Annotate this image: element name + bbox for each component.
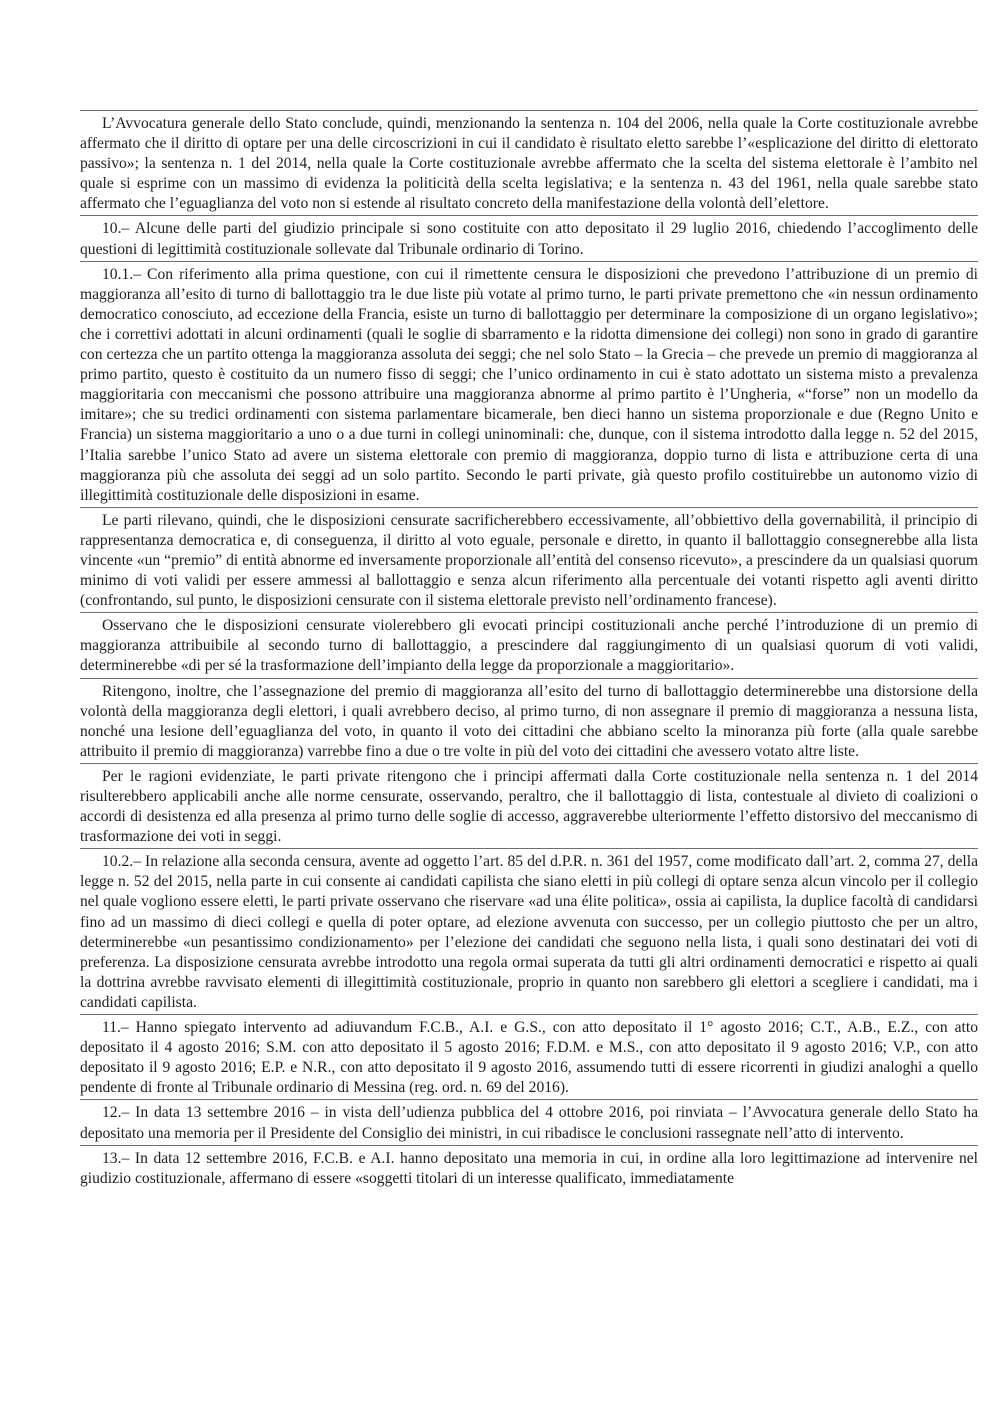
paragraph-13: 13.– In data 12 settembre 2016, F.C.B. e A.I. hanno depositato una memoria in cui, in ordine alla loro legittimazione ad intervenire nel giudizio costituzionale, affermano di essere «soggetti titolari di un interesse qualificato, immediatamente	[80, 1145, 978, 1189]
paragraph-parti-rilevano: Le parti rilevano, quindi, che le disposizioni censurate sacrificherebbero eccessivamente, all’obbiettivo della governabilità, il principio di rappresentanza democratica e, di conseguenza, il diritto al voto eguale, personale e diretto, in quanto il ballottaggio consegnerebbe alla lista vincente «un “premio” di entità abnorme ed inversamente proporzionale all’entità del consenso ricevuto», a prescindere da un qualsiasi quorum minimo di voti validi per essere ammessi al ballottaggio e senza alcun riferimento alla percentuale dei votanti rispetto agli aventi diritto (confrontando, sul punto, le disposizioni censurate con il sistema elettorale previsto nell’ordinamento francese).	[80, 507, 978, 611]
paragraph-osservano: Osservano che le disposizioni censurate violerebbero gli evocati principi costituzionali anche perché l’introduzione di un premio di maggioranza attribuibile al secondo turno di ballottaggio, a prescindere dal raggiungimento di un qualsiasi quorum di voti validi, determinerebbe «di per sé la trasformazione dell’impianto della legge da proporzionale a maggioritario».	[80, 612, 978, 676]
paragraph-11: 11.– Hanno spiegato intervento ad adiuvandum F.C.B., A.I. e G.S., con atto depositato il 1° agosto 2016; C.T., A.B., E.Z., con atto depositato il 4 agosto 2016; S.M. con atto depositato il 5 agosto 2016; F.D.M. e M.S., con atto depositato il 9 agosto 2016; V.P., con atto depositato il 9 agosto 2016; E.P. e N.R., con atto depositato il 9 agosto 2016, assumendo tutti di essere ricorrenti in giudizi analoghi a quello pendente di fronte al Tribunale ordinario di Messina (reg. ord. n. 69 del 2016).	[80, 1014, 978, 1098]
paragraph-ritengono: Ritengono, inoltre, che l’assegnazione del premio di maggioranza all’esito del turno di ballottaggio determinerebbe una distorsione della volontà della maggioranza degli elettori, i quali avrebbero deciso, al primo turno, di non assegnare il premio di maggioranza a nessuna lista, nonché una lesione dell’eguaglianza del voto, in quanto il voto dei cittadini che abbiano scelto la minoranza più forte (alla quale sarebbe attribuito il premio di maggioranza) varrebbe fino a due o tre volte in più del voto dei cittadini che avessero votato altre liste.	[80, 678, 978, 762]
paragraph-12: 12.– In data 13 settembre 2016 – in vista dell’udienza pubblica del 4 ottobre 2016, poi rinviata – l’Avvocatura generale dello Stato ha depositato una memoria per il Presidente del Consiglio dei ministri, in cui ribadisce le conclusioni rassegnate nell’atto di intervento.	[80, 1099, 978, 1143]
paragraph-ragioni-evidenziate: Per le ragioni evidenziate, le parti private ritengono che i principi affermati dalla Corte costituzionale nella sentenza n. 1 del 2014 risulterebbero applicabili anche alle norme censurate, osservando, peraltro, che il ballottaggio di lista, contestuale al divieto di coalizioni o accordi di desistenza ed alla presenza al primo turno delle soglie di accesso, aggraverebbe ulteriormente l’effetto distorsivo del meccanismo di trasformazione dei voti in seggi.	[80, 763, 978, 847]
paragraph-10-1: 10.1.– Con riferimento alla prima questione, con cui il rimettente censura le disposizioni che prevedono l’attribuzione di un premio di maggioranza all’esito di turno di ballottaggio tra le due liste più votate al primo turno, le parti private premettono che «in nessun ordinamento democratico conosciuto, ad eccezione della Francia, esiste un turno di ballottaggio per determinare la composizione di un organo legislativo»; che i correttivi adottati in alcuni ordinamenti (quali le soglie di sbarramento e la ridotta dimensione dei collegi) non sono in grado di garantire con certezza che un partito ottenga la maggioranza assoluta dei seggi; che nel solo Stato – la Grecia – che prevede un premio di maggioranza al primo partito, questo è costituito da un numero fisso di seggi; che l’unico ordinamento in cui è stato adottato un sistema misto a prevalenza maggioritaria con meccanismi che possono attribuire una maggioranza abnorme al primo partito è l’Ungheria, «“forse” non un modello da imitare»; che su tredici ordinamenti con sistema parlamentare bicamerale, ben dieci hanno un sistema proporzionale e due (Regno Unito e Francia) un sistema maggioritario a uno o a due turni in collegi uninominali: che, dunque, con il sistema introdotto dalla legge n. 52 del 2015, l’Italia sarebbe l’unico Stato ad avere un sistema elettorale con premio di maggioranza, doppio turno di lista e attribuzione certa di una maggioranza più che assoluta dei seggi ad un solo partito. Secondo le parti private, già questo profilo costituirebbe un autonomo vizio di illegittimità costituzionale delle disposizioni in esame.	[80, 261, 978, 506]
paragraph-avvocatura-conclusioni: L’Avvocatura generale dello Stato conclude, quindi, menzionando la sentenza n. 104 del 2006, nella quale la Corte costituzionale avrebbe affermato che il diritto di optare per una delle circoscrizioni in cui il candidato è risultato eletto sarebbe l’«esplicazione del diritto di elettorato passivo»; la sentenza n. 1 del 2014, nella quale la Corte costituzionale avrebbe affermato che la scelta del sistema elettorale è l’ambito nel quale si esprime con un massimo di evidenza la politicità della scelta legislativa; e la sentenza n. 43 del 1961, nella quale sarebbe stato affermato che l’eguaglianza del voto non si estende al risultato concreto della manifestazione della volontà dell’elettore.	[80, 110, 978, 214]
paragraph-10: 10.– Alcune delle parti del giudizio principale si sono costituite con atto depositato il 29 luglio 2016, chiedendo l’accoglimento delle questioni di legittimità costituzionale sollevate dal Tribunale ordinario di Torino.	[80, 215, 978, 259]
paragraph-10-2: 10.2.– In relazione alla seconda censura, avente ad oggetto l’art. 85 del d.P.R. n. 361 del 1957, come modificato dall’art. 2, comma 27, della legge n. 52 del 2015, nella parte in cui consente ai candidati capilista che siano eletti in più collegi di optare senza alcun vincolo per il collegio nel quale vogliono essere eletti, le parti private osservano che riservare «ad una élite politica», ossia ai capilista, la duplice facoltà di candidarsi fino ad un massimo di dieci collegi e quella di poter optare, ad elezione avvenuta con successo, per un collegio piuttosto che per un altro, determinerebbe «un pesantissimo condizionamento» per l’elezione dei candidati che seguono nella lista, i quali sono destinatari dei voti di preferenza. La disposizione censurata avrebbe introdotto una regola ormai superata da tutti gli altri ordinamenti democratici e rispetto ai quali la dottrina avrebbe ravvisato elementi di illegittimità costituzionale, proprio in quanto non sarebbero gli elettori a scegliere i candidati, ma i candidati capilista.	[80, 848, 978, 1013]
document-page	[80, 110, 978, 1190]
